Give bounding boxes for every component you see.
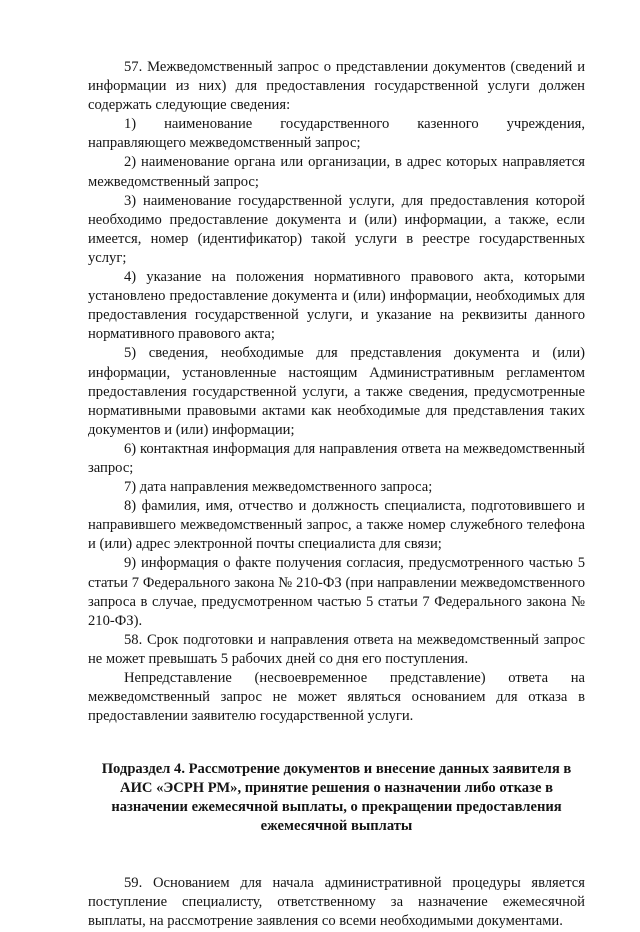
list-item-8: 8) фамилия, имя, отчество и должность специалиста, подготовившего и направившего межведомственный запрос, а также номер служебного телефона и (или) адрес электронной почты специалиста для связи; [88,498,585,553]
list-item-4: 4) указание на положения нормативного правового акта, которыми установлено предоставление документа и (или) информации, необходимых для предоставления государственной услуги, и указание на реквизиты данного нормативного правового акта; [88,269,585,343]
list-item-5: 5) сведения, необходимые для представления документа и (или) информации, установленные настоящим Административным регламентом предоставления государственной услуги, а также сведения, предусмотренные нормативными правовыми актами как необходимые для представления таких документов и (или) информации; [88,345,585,438]
paragraph-58: 58. Срок подготовки и направления ответа на межведомственный запрос не может превышать 5 рабочих дней со дня его поступления. [88,631,585,667]
list-item-9: 9) информация о факте получения согласия, предусмотренного частью 5 статьи 7 Федерального закона № 210-ФЗ (при направлении межведомственного запроса в случае, предусмотренном частью 5 статьи 7 Федерального закона № 210-ФЗ). [88,555,585,629]
subsection-heading: Подраздел 4. Рассмотрение документов и внесение данных заявителя в АИС «ЭСРН РМ», принятие решения о назначении либо отказе в назначении ежемесячной выплаты, о прекращении предоставления ежемесячной выплаты [101,761,572,835]
list-item-1: 1) наименование государственного казенного учреждения, направляющего межведомственный запрос; [88,116,585,152]
paragraph-57: 57. Межведомственный запрос о представлении документов (сведений и информации из них) для предоставления государственной услуги должен содержать следующие сведения: [88,59,585,114]
list-item-3: 3) наименование государственной услуги, для предоставления которой необходимо предоставление документа и (или) информации, а также, если имеется, номер (идентификатор) такой услуги в реестре государственных услуг; [88,192,585,266]
paragraph-59: 59. Основанием для начала административной процедуры является поступление специалисту, ответственному за назначение ежемесячной выплаты, на рассмотрение заявления со всеми необходимыми документами. [88,875,585,930]
list-item-7: 7) дата направления межведомственного запроса; [124,479,433,496]
document-page [88,58,585,932]
paragraph-non-submission: Непредставление (несвоевременное представление) ответа на межведомственный запрос не может являться основанием для отказа в предоставлении заявителю государственной услуги. [88,670,585,725]
list-item-2: 2) наименование органа или организации, в адрес которых направляется межведомственный запрос; [88,154,585,190]
list-item-6: 6) контактная информация для направления ответа на межведомственный запрос; [88,440,585,476]
